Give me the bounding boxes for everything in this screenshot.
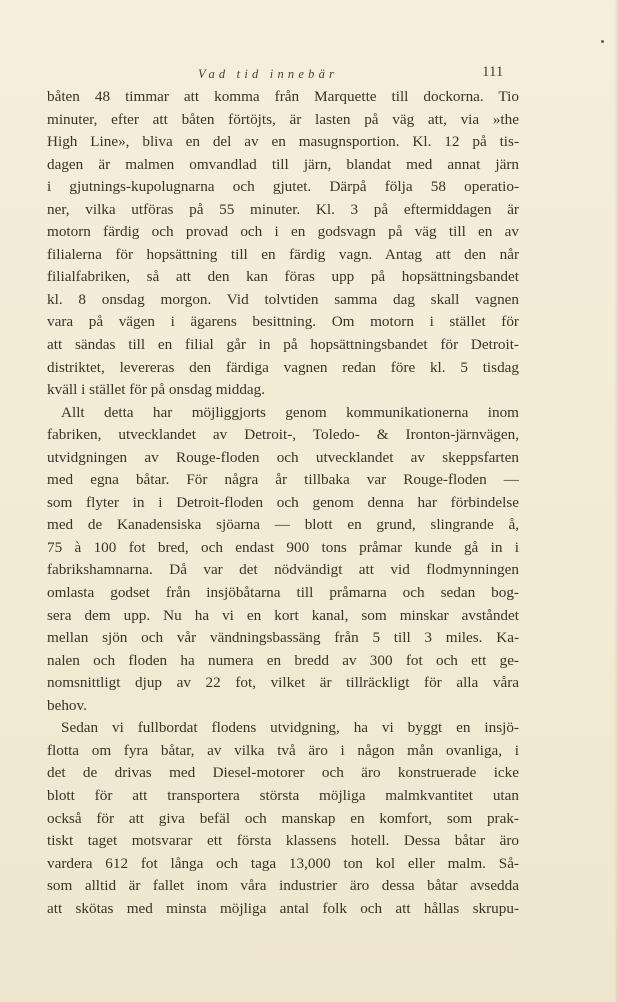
text-line: vara på vägen i ägarens besittning. Om motorn i stället för — [47, 313, 519, 331]
running-title: Vad tid innebär — [198, 67, 339, 81]
text-line: filialerna för hopsättning till en färdig vagn. Antag att den når — [47, 245, 519, 263]
text-line: kväll i stället för på onsdag middag. — [47, 381, 266, 399]
body-text — [47, 86, 519, 920]
paper-speck — [601, 40, 604, 43]
running-head — [0, 64, 618, 86]
text-line: också för att giva befäl och manskap en komfort, som prak- — [47, 809, 519, 827]
text-line: distriktet, levereras den färdiga vagnen redan före kl. 5 tisdag — [47, 358, 519, 376]
text-line: Allt detta har möjliggjorts genom kommunikationerna inom — [61, 403, 519, 421]
text-line: filialfabriken, så att den kan föras upp på hopsättningsbandet — [47, 268, 519, 286]
text-line: fabriken, utvecklandet av Detroit-, Toledo- & Ironton-järnvägen, — [47, 426, 519, 444]
text-line: High Line», bliva en del av en masugnsportion. Kl. 12 på tis- — [47, 133, 519, 151]
text-line: i gjutnings-kupolugnarna och gjutet. Därpå följa 58 operatio- — [47, 178, 519, 196]
text-line: som flyter in i Detroit-floden och genom denna har förbindelse — [47, 493, 519, 511]
text-line: det de drivas med Diesel-motorer och äro konstruerade icke — [47, 764, 519, 782]
text-line: mellan sjön och vår vändningsbassäng från 5 till 3 miles. Ka- — [47, 629, 519, 647]
text-line: med egna båtar. För några år tillbaka var Rouge-floden — — [47, 471, 519, 489]
text-line: omlasta godset från insjöbåtarna till pråmarna och sedan bog- — [47, 584, 519, 602]
text-line: motorn färdig och provad och i en godsvagn på väg till en av — [47, 223, 519, 241]
text-line: ner, vilka utföras på 55 minuter. Kl. 3 på eftermiddagen är — [47, 200, 519, 218]
text-line: minuter, efter att båten förtöjts, är lasten på väg att, via »the — [47, 110, 519, 128]
text-line: kl. 8 onsdag morgon. Vid tolvtiden samma dag skall vagnen — [47, 290, 519, 308]
page-number: 111 — [482, 64, 504, 80]
text-line: nalen och floden ha numera en bredd av 300 fot och ett ge- — [47, 651, 519, 669]
text-line: 75 à 100 fot bred, och endast 900 tons pråmar kunde gå in i — [47, 538, 519, 556]
text-line: att skötas med minsta möjliga antal folk och att hållas skrupu- — [47, 899, 519, 917]
text-line: båten 48 timmar att komma från Marquette till dockorna. Tio — [47, 88, 519, 105]
text-line: dagen är malmen omvandlad till järn, blandat med annat järn — [47, 155, 519, 173]
text-line: sera dem upp. Nu ha vi en kort kanal, som minskar avståndet — [47, 606, 519, 624]
text-line: som alltid är fallet inom våra industrier äro dessa båtar avsedda — [47, 877, 519, 895]
text-line: att sändas till en filial går in på hopsättningsbandet för Detroit- — [47, 336, 519, 354]
text-line: behov. — [47, 696, 87, 714]
text-line: nomsnittligt djup av 22 fot, vilket är tillräckligt för alla våra — [47, 674, 519, 692]
text-line: Sedan vi fullbordat flodens utvidgning, ha vi byggt en insjö- — [61, 719, 519, 737]
text-line: vardera 612 fot långa och taga 13,000 ton kol eller malm. Så- — [47, 854, 519, 872]
text-line: med de Kanadensiska sjöarna — blott en grund, slingrande å, — [47, 516, 519, 534]
text-line: blott för att transportera största möjliga malmkvantitet utan — [47, 786, 519, 804]
text-line: fabrikshamnarna. Då var det nödvändigt att vid flodmynningen — [47, 561, 519, 579]
text-line: utvidgningen av Rouge-floden och utvecklandet av skeppsfarten — [47, 448, 519, 466]
text-line: flotta om fyra båtar, av vilka två äro i någon mån ovanliga, i — [47, 741, 519, 759]
text-line: tiskt taget motsvarar ett första klassens hotell. Dessa båtar äro — [47, 832, 519, 850]
